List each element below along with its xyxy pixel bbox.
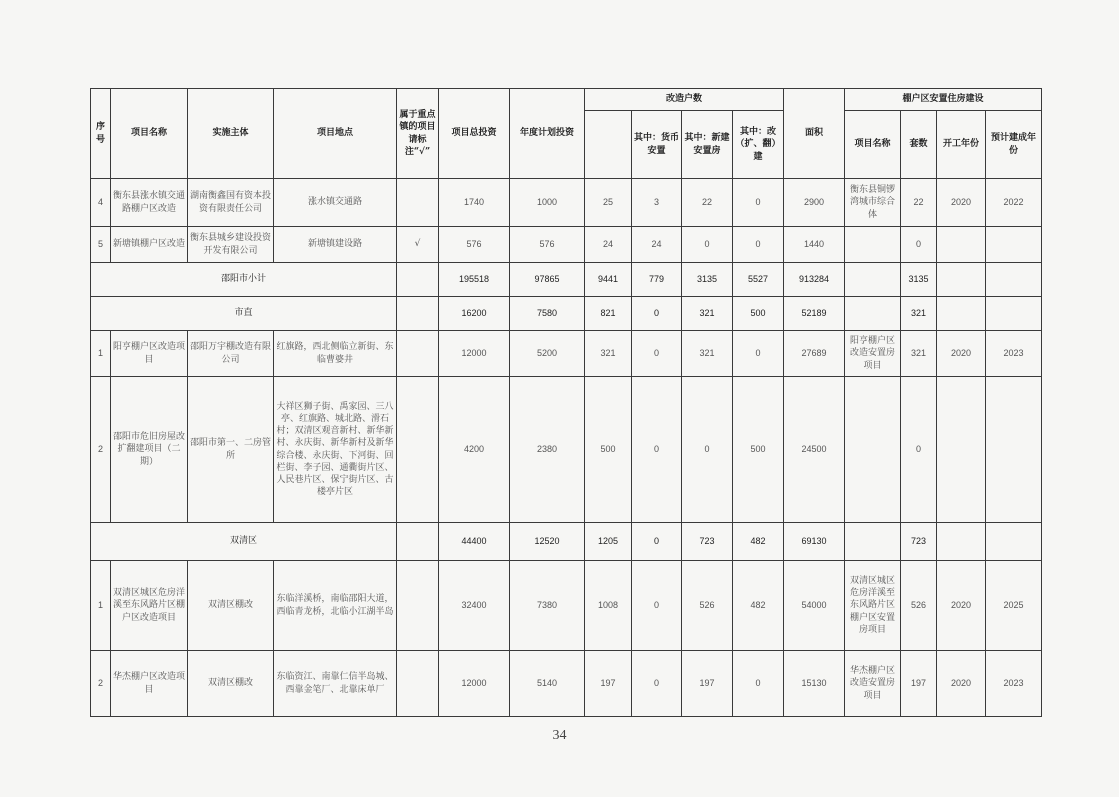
cell-newbuild: 0	[682, 227, 733, 263]
table-row	[91, 651, 1042, 717]
cell-location: 东临洋溪桥，南临邵阳大道，西临青龙桥，北临小江湖半岛	[274, 561, 397, 651]
header-resettlement: 棚户区安置住房建设	[845, 89, 1042, 111]
cell-area: 1440	[784, 227, 845, 263]
cell-currency: 0	[632, 561, 682, 651]
cell-currency: 0	[632, 377, 682, 523]
cell-annual: 1000	[510, 179, 585, 227]
subtotal-renovate: 482	[733, 523, 784, 561]
cell-resettle-sets: 321	[901, 331, 937, 377]
cell-key-town	[397, 651, 439, 717]
cell-resettle-end: 2022	[986, 179, 1042, 227]
cell-key-town	[397, 377, 439, 523]
subtotal-label: 邵阳市小计	[91, 263, 397, 297]
cell-project-name: 邵阳市危旧房屋改扩翻建项目（二期）	[111, 377, 188, 523]
cell-location: 东临资江、南靠仁信半岛城、西靠金笔厂、北靠床单厂	[274, 651, 397, 717]
cell-annual: 7380	[510, 561, 585, 651]
cell-resettle-sets: 22	[901, 179, 937, 227]
subtotal-households: 9441	[585, 263, 632, 297]
subtotal-end-blank	[986, 297, 1042, 331]
cell-total: 1740	[439, 179, 510, 227]
subtotal-area: 69130	[784, 523, 845, 561]
subtotal-label: 双清区	[91, 523, 397, 561]
subtotal-key-blank	[397, 523, 439, 561]
header-currency: 其中：货币安置	[632, 111, 682, 179]
cell-seq: 2	[91, 651, 111, 717]
subtotal-newbuild: 3135	[682, 263, 733, 297]
cell-newbuild: 526	[682, 561, 733, 651]
subtotal-key-blank	[397, 297, 439, 331]
cell-resettle-name: 双清区城区危房洋溪至东风路片区棚户区安置房项目	[845, 561, 901, 651]
cell-seq: 2	[91, 377, 111, 523]
cell-resettle-end: 2023	[986, 331, 1042, 377]
page-number: 34	[552, 728, 567, 743]
cell-resettle-name: 华杰棚户区改造安置房项目	[845, 651, 901, 717]
cell-owner: 衡东县城乡建设投资开发有限公司	[188, 227, 274, 263]
cell-resettle-end	[986, 377, 1042, 523]
subtotal-end-blank	[986, 523, 1042, 561]
table-row	[91, 561, 1042, 651]
header-households: 改造户数	[585, 89, 784, 111]
cell-newbuild: 22	[682, 179, 733, 227]
cell-currency: 24	[632, 227, 682, 263]
cell-project-name: 阳亨棚户区改造项目	[111, 331, 188, 377]
header-resettle-name: 项目名称	[845, 111, 901, 179]
shantytown-project-table	[90, 88, 1042, 717]
cell-area: 54000	[784, 561, 845, 651]
cell-resettle-start: 2020	[937, 561, 986, 651]
subtotal-annual: 97865	[510, 263, 585, 297]
header-resettle-start: 开工年份	[937, 111, 986, 179]
cell-resettle-start: 2020	[937, 651, 986, 717]
cell-resettle-end: 2025	[986, 561, 1042, 651]
subtotal-renovate: 500	[733, 297, 784, 331]
header-area: 面积	[784, 89, 845, 179]
cell-location: 新塘镇建设路	[274, 227, 397, 263]
cell-annual: 5140	[510, 651, 585, 717]
cell-households: 197	[585, 651, 632, 717]
subtotal-end-blank	[986, 263, 1042, 297]
cell-renovate: 482	[733, 561, 784, 651]
cell-project-name: 华杰棚户区改造项目	[111, 651, 188, 717]
header-location: 项目地点	[274, 89, 397, 179]
cell-resettle-sets: 0	[901, 377, 937, 523]
cell-key-town	[397, 561, 439, 651]
cell-annual: 5200	[510, 331, 585, 377]
cell-total: 12000	[439, 651, 510, 717]
cell-renovate: 0	[733, 179, 784, 227]
subtotal-row	[91, 297, 1042, 331]
header-seq: 序号	[91, 89, 111, 179]
subtotal-key-blank	[397, 263, 439, 297]
header-renovate: 其中：改（扩、翻）建	[733, 111, 784, 179]
cell-resettle-sets: 197	[901, 651, 937, 717]
subtotal-rname-blank	[845, 297, 901, 331]
cell-project-name: 新塘镇棚户区改造	[111, 227, 188, 263]
cell-key-town: √	[397, 227, 439, 263]
header-row-1	[91, 89, 1042, 111]
cell-key-town	[397, 179, 439, 227]
cell-annual: 576	[510, 227, 585, 263]
subtotal-newbuild: 723	[682, 523, 733, 561]
cell-resettle-start: 2020	[937, 331, 986, 377]
cell-seq: 1	[91, 561, 111, 651]
cell-total: 4200	[439, 377, 510, 523]
cell-project-name: 双清区城区危房洋溪至东风路片区棚户区改造项目	[111, 561, 188, 651]
table-row	[91, 331, 1042, 377]
cell-households: 24	[585, 227, 632, 263]
subtotal-start-blank	[937, 263, 986, 297]
cell-newbuild: 321	[682, 331, 733, 377]
subtotal-total: 195518	[439, 263, 510, 297]
cell-owner: 邵阳市第一、二房管所	[188, 377, 274, 523]
cell-resettle-start	[937, 227, 986, 263]
subtotal-total: 44400	[439, 523, 510, 561]
table-row	[91, 377, 1042, 523]
cell-location: 红旗路，西北侧临立新街、东临曹婆井	[274, 331, 397, 377]
subtotal-area: 913284	[784, 263, 845, 297]
subtotal-households: 1205	[585, 523, 632, 561]
cell-currency: 3	[632, 179, 682, 227]
subtotal-area: 52189	[784, 297, 845, 331]
cell-resettle-start: 2020	[937, 179, 986, 227]
cell-owner: 湖南衡鑫国有资本投资有限责任公司	[188, 179, 274, 227]
header-key-town: 属于重点镇的项目请标注“√”	[397, 89, 439, 179]
cell-project-name: 衡东县涨水镇交通路棚户区改造	[111, 179, 188, 227]
subtotal-total: 16200	[439, 297, 510, 331]
cell-seq: 4	[91, 179, 111, 227]
cell-resettle-end	[986, 227, 1042, 263]
cell-location: 大祥区狮子街、禹家园、三八亭、红旗路、城北路、滑石村；双清区观音新村、新华新村、永庆街、新华新村及新华综合楼、永庆街、下河街、回栏街、李子园、通衢街片区、人民巷片区、保宁街片区、古楼亭片区	[274, 377, 397, 523]
header-newbuild: 其中：新建安置房	[682, 111, 733, 179]
cell-area: 27689	[784, 331, 845, 377]
cell-households: 1008	[585, 561, 632, 651]
header-resettle-end: 预计建成年份	[986, 111, 1042, 179]
header-annual-investment: 年度计划投资	[510, 89, 585, 179]
subtotal-row	[91, 523, 1042, 561]
cell-total: 32400	[439, 561, 510, 651]
cell-resettle-sets: 0	[901, 227, 937, 263]
cell-resettle-name: 衡东县铜锣湾城市综合体	[845, 179, 901, 227]
subtotal-start-blank	[937, 297, 986, 331]
subtotal-annual: 7580	[510, 297, 585, 331]
cell-renovate: 0	[733, 651, 784, 717]
cell-seq: 5	[91, 227, 111, 263]
table-row	[91, 227, 1042, 263]
cell-key-town	[397, 331, 439, 377]
subtotal-currency: 0	[632, 297, 682, 331]
subtotal-annual: 12520	[510, 523, 585, 561]
cell-area: 15130	[784, 651, 845, 717]
cell-resettle-name	[845, 227, 901, 263]
subtotal-start-blank	[937, 523, 986, 561]
cell-resettle-name: 阳亨棚户区改造安置房项目	[845, 331, 901, 377]
subtotal-households: 821	[585, 297, 632, 331]
cell-resettle-end: 2023	[986, 651, 1042, 717]
subtotal-sets: 723	[901, 523, 937, 561]
cell-households: 500	[585, 377, 632, 523]
cell-owner: 双清区棚改	[188, 651, 274, 717]
cell-total: 576	[439, 227, 510, 263]
subtotal-sets: 321	[901, 297, 937, 331]
cell-currency: 0	[632, 651, 682, 717]
subtotal-row	[91, 263, 1042, 297]
cell-resettle-name	[845, 377, 901, 523]
cell-households: 25	[585, 179, 632, 227]
cell-newbuild: 0	[682, 377, 733, 523]
cell-location: 涨水镇交通路	[274, 179, 397, 227]
cell-newbuild: 197	[682, 651, 733, 717]
subtotal-renovate: 5527	[733, 263, 784, 297]
cell-area: 2900	[784, 179, 845, 227]
cell-resettle-start	[937, 377, 986, 523]
cell-seq: 1	[91, 331, 111, 377]
cell-total: 12000	[439, 331, 510, 377]
subtotal-sets: 3135	[901, 263, 937, 297]
cell-renovate: 500	[733, 377, 784, 523]
cell-renovate: 0	[733, 331, 784, 377]
cell-renovate: 0	[733, 227, 784, 263]
cell-currency: 0	[632, 331, 682, 377]
header-owner: 实施主体	[188, 89, 274, 179]
cell-owner: 邵阳万宇棚改造有限公司	[188, 331, 274, 377]
subtotal-label: 市直	[91, 297, 397, 331]
cell-area: 24500	[784, 377, 845, 523]
header-households-blank	[585, 111, 632, 179]
cell-households: 321	[585, 331, 632, 377]
subtotal-rname-blank	[845, 263, 901, 297]
table-row	[91, 179, 1042, 227]
header-total-investment: 项目总投资	[439, 89, 510, 179]
subtotal-newbuild: 321	[682, 297, 733, 331]
cell-owner: 双清区棚改	[188, 561, 274, 651]
subtotal-currency: 779	[632, 263, 682, 297]
subtotal-currency: 0	[632, 523, 682, 561]
cell-annual: 2380	[510, 377, 585, 523]
header-resettle-sets: 套数	[901, 111, 937, 179]
header-project-name: 项目名称	[111, 89, 188, 179]
cell-resettle-sets: 526	[901, 561, 937, 651]
subtotal-rname-blank	[845, 523, 901, 561]
